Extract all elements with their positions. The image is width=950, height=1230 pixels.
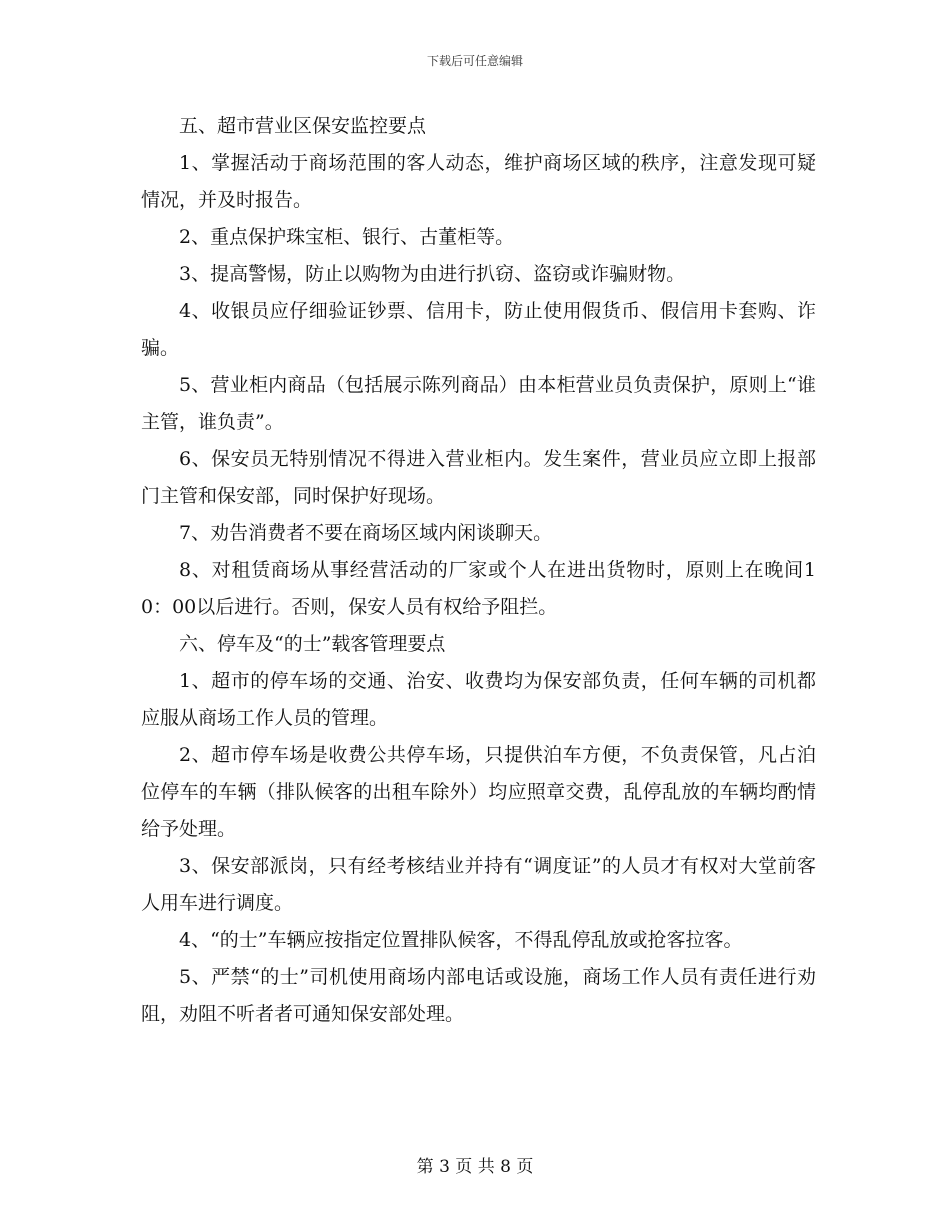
- paragraph: 4、“的士”车辆应按指定位置排队候客，不得乱停乱放或抢客拉客。: [179, 929, 743, 951]
- paragraph: 5、严禁“的士”司机使用商场内部电话或设施，商场工作人员有责任进行劝阻，劝阻不听者者可通知保安部处理。: [141, 966, 816, 1025]
- paragraph: 1、超市的停车场的交通、治安、收费均为保安部负责，任何车辆的司机都应服从商场工作人员的管理。: [141, 670, 816, 729]
- paragraph: 3、提高警惕，防止以购物为由进行扒窃、盗窃或诈骗财物。: [179, 263, 686, 285]
- paragraph: 2、重点保护珠宝柜、银行、古董柜等。: [179, 226, 515, 248]
- paragraph: 6、保安员无特别情况不得进入营业柜内。发生案件，营业员应立即上报部门主管和保安部，同时保护好现场。: [141, 448, 816, 507]
- paragraph: 3、保安部派岗，只有经考核结业并持有“调度证”的人员才有权对大堂前客人用车进行调度。: [141, 855, 816, 914]
- paragraph: 1、掌握活动于商场范围的客人动态，维护商场区域的秩序，注意发现可疑情况，并及时报告。: [141, 152, 816, 211]
- section-heading-5: 五、超市营业区保安监控要点: [179, 115, 427, 137]
- section-heading-6: 六、停车及“的士”载客管理要点: [179, 633, 446, 655]
- document-body: [141, 108, 816, 1033]
- paragraph: 2、超市停车场是收费公共停车场，只提供泊车方便，不负责保管，凡占泊位停车的车辆（排队候客的出租车除外）均应照章交费，乱停乱放的车辆均酌情给予处理。: [141, 744, 816, 840]
- paragraph: 8、对租赁商场从事经营活动的厂家或个人在进出货物时，原则上在晚间10：00以后进行。否则，保安人员有权给予阻拦。: [141, 559, 816, 618]
- page-number: 第 3 页 共 8 页: [416, 1157, 534, 1177]
- paragraph: 5、营业柜内商品（包括展示陈列商品）由本柜营业员负责保护，原则上“谁主管，谁负责”。: [141, 374, 816, 433]
- paragraph: 4、收银员应仔细验证钞票、信用卡，防止使用假货币、假信用卡套购、诈骗。: [141, 300, 816, 359]
- page-header: 下载后可任意编辑: [426, 54, 523, 68]
- paragraph: 7、劝告消费者不要在商场区域内闲谈聊天。: [179, 522, 553, 544]
